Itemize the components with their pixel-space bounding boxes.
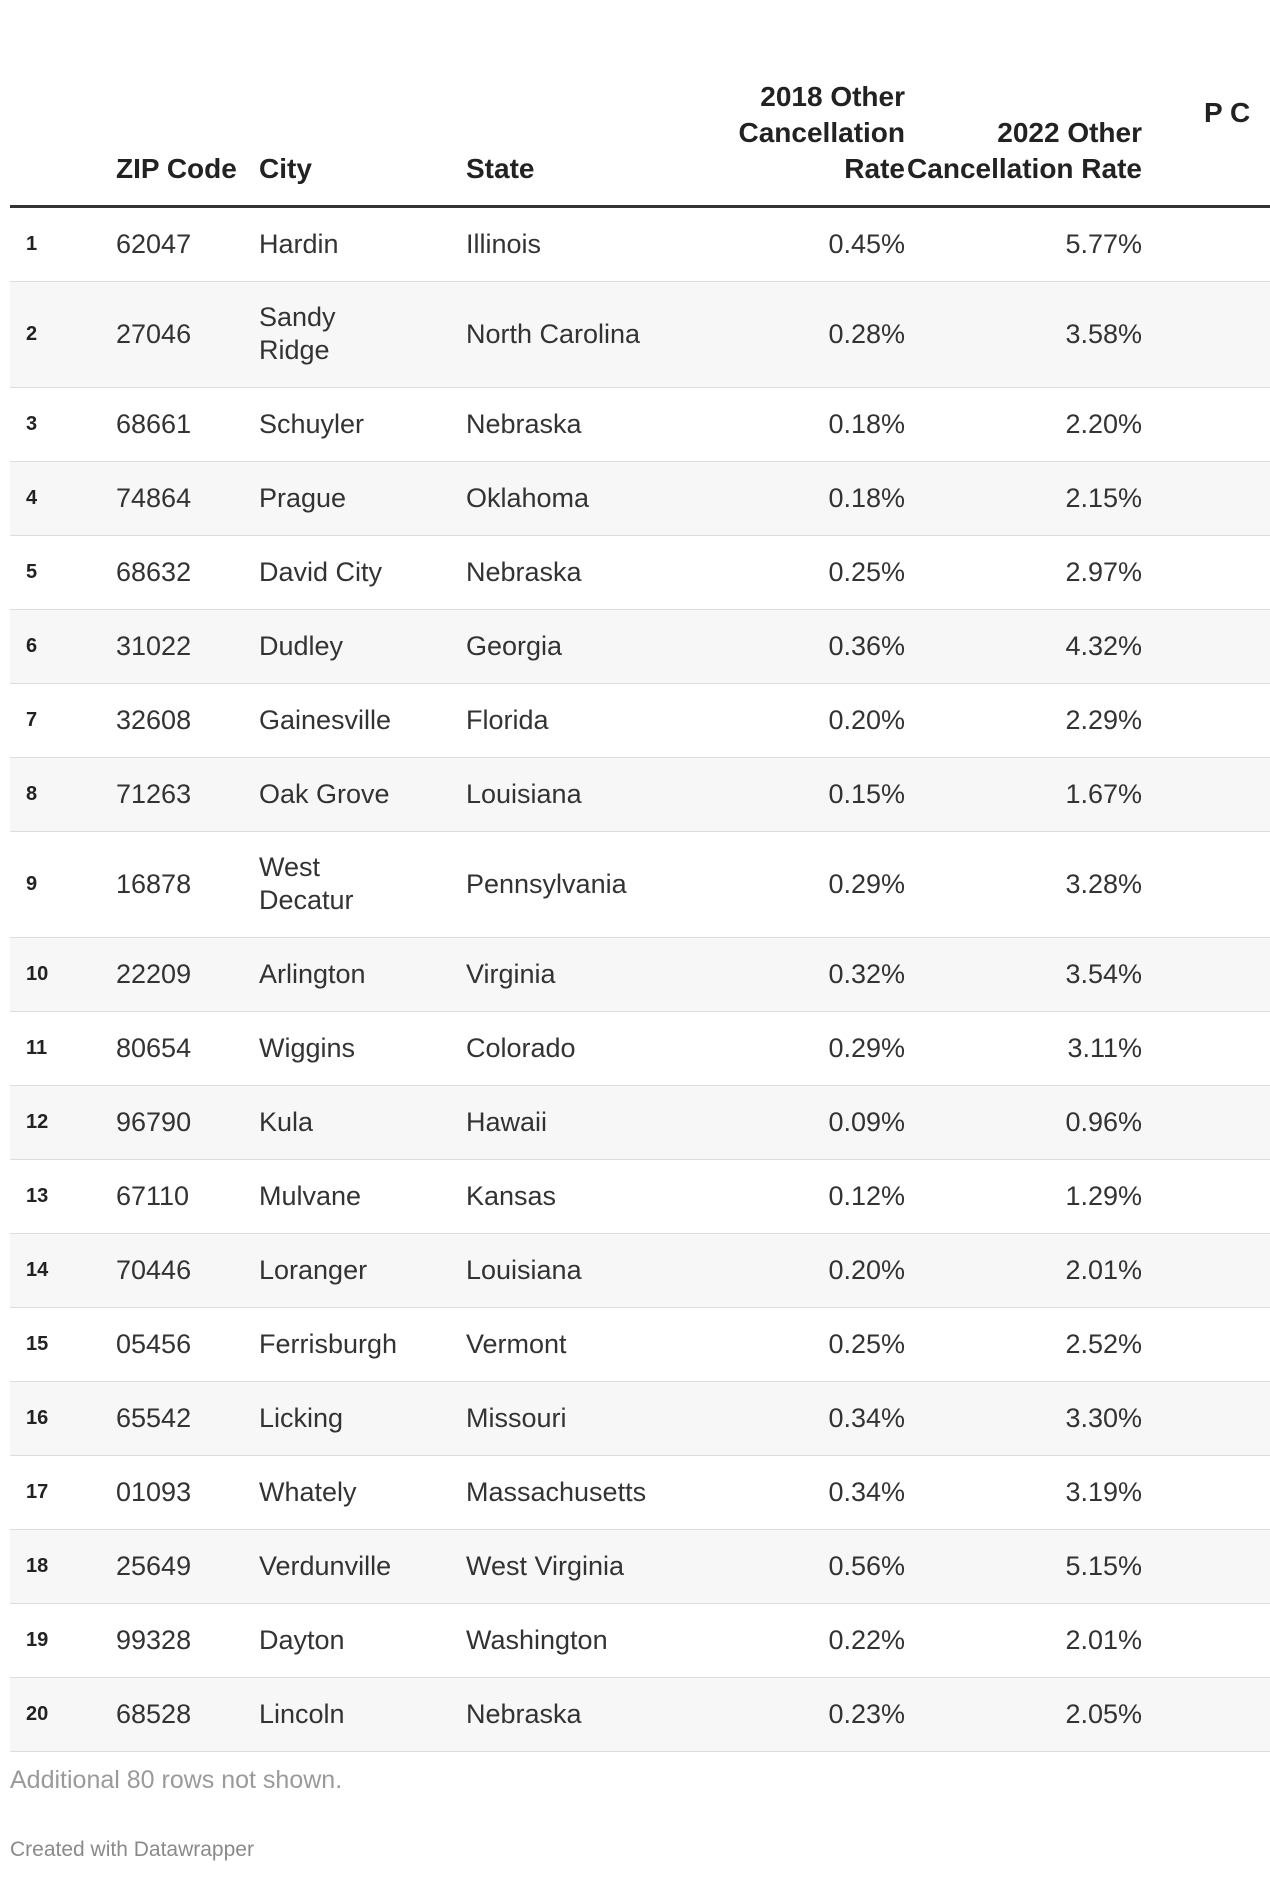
cell-rank: 17 <box>10 1455 116 1529</box>
cell-rank: 1 <box>10 206 116 281</box>
table-row <box>10 1529 1270 1603</box>
cell-rate-2022: 3.11% <box>905 1011 1142 1085</box>
cell-city: Dudley <box>259 609 466 683</box>
cell-cut-off <box>1142 461 1270 535</box>
cell-rank: 7 <box>10 683 116 757</box>
cell-state: Washington <box>466 1603 718 1677</box>
table-row <box>10 1455 1270 1529</box>
cell-zip: 71263 <box>116 757 259 831</box>
cell-state: Florida <box>466 683 718 757</box>
cell-zip: 65542 <box>116 1381 259 1455</box>
cell-rate-2018: 0.56% <box>718 1529 905 1603</box>
cell-rank: 15 <box>10 1307 116 1381</box>
cell-rank: 6 <box>10 609 116 683</box>
cell-city: Lincoln <box>259 1677 466 1751</box>
cell-rate-2022: 2.97% <box>905 535 1142 609</box>
cell-state: Hawaii <box>466 1085 718 1159</box>
cell-city: Gainesville <box>259 683 466 757</box>
cell-zip: 27046 <box>116 281 259 387</box>
table-row <box>10 1381 1270 1455</box>
cell-rate-2022: 3.58% <box>905 281 1142 387</box>
cell-rank: 12 <box>10 1085 116 1159</box>
cell-cut-off <box>1142 1529 1270 1603</box>
cell-state: Massachusetts <box>466 1455 718 1529</box>
cell-rate-2018: 0.18% <box>718 461 905 535</box>
cell-zip: 01093 <box>116 1455 259 1529</box>
table-row <box>10 683 1270 757</box>
table-row <box>10 1603 1270 1677</box>
header-zip[interactable]: ZIP Code <box>116 0 259 206</box>
cell-rank: 3 <box>10 387 116 461</box>
header-rate-2018[interactable]: 2018 Other Cancellation Rate <box>718 0 905 206</box>
cell-zip: 25649 <box>116 1529 259 1603</box>
cell-rate-2022: 2.05% <box>905 1677 1142 1751</box>
cell-state: Georgia <box>466 609 718 683</box>
cell-rate-2022: 1.67% <box>905 757 1142 831</box>
cell-cut-off <box>1142 206 1270 281</box>
table-notes: Additional 80 rows not shown. <box>10 1766 343 1794</box>
cell-city: Verdunville <box>259 1529 466 1603</box>
cell-city: Kula <box>259 1085 466 1159</box>
cell-zip: 32608 <box>116 683 259 757</box>
cell-cut-off <box>1142 535 1270 609</box>
cell-cut-off <box>1142 683 1270 757</box>
cell-rate-2018: 0.34% <box>718 1455 905 1529</box>
header-state[interactable]: State <box>466 0 718 206</box>
cell-state: Missouri <box>466 1381 718 1455</box>
cell-rate-2022: 3.28% <box>905 831 1142 937</box>
cell-rate-2018: 0.23% <box>718 1677 905 1751</box>
cell-rank: 18 <box>10 1529 116 1603</box>
cell-rate-2018: 0.18% <box>718 387 905 461</box>
cell-cut-off <box>1142 1455 1270 1529</box>
cell-city: Prague <box>259 461 466 535</box>
cell-city: Arlington <box>259 937 466 1011</box>
cell-state: Virginia <box>466 937 718 1011</box>
byline[interactable]: Created with Datawrapper <box>10 1838 254 1861</box>
cell-cut-off <box>1142 387 1270 461</box>
cell-cut-off <box>1142 1307 1270 1381</box>
cell-rank: 8 <box>10 757 116 831</box>
table-row <box>10 387 1270 461</box>
cell-zip: 67110 <box>116 1159 259 1233</box>
header-rank <box>10 0 116 206</box>
cell-state: Louisiana <box>466 757 718 831</box>
cell-city: Hardin <box>259 206 466 281</box>
header-cut-off[interactable] <box>1142 0 1270 206</box>
cell-rate-2018: 0.45% <box>718 206 905 281</box>
cell-rate-2018: 0.15% <box>718 757 905 831</box>
cell-cut-off <box>1142 1011 1270 1085</box>
cell-rank: 10 <box>10 937 116 1011</box>
cell-rate-2022: 2.20% <box>905 387 1142 461</box>
cell-zip: 68632 <box>116 535 259 609</box>
cell-rate-2018: 0.22% <box>718 1603 905 1677</box>
table-row <box>10 1085 1270 1159</box>
cell-cut-off <box>1142 1381 1270 1455</box>
cell-state: Colorado <box>466 1011 718 1085</box>
cell-zip: 80654 <box>116 1011 259 1085</box>
cell-rate-2022: 2.29% <box>905 683 1142 757</box>
table-header <box>10 0 1270 206</box>
cell-rate-2018: 0.25% <box>718 535 905 609</box>
cell-rate-2018: 0.12% <box>718 1159 905 1233</box>
header-rate-2022[interactable]: 2022 Other Cancellation Rate <box>905 0 1142 206</box>
cell-rate-2022: 2.01% <box>905 1603 1142 1677</box>
cell-zip: 22209 <box>116 937 259 1011</box>
cell-rate-2018: 0.34% <box>718 1381 905 1455</box>
cell-state: Vermont <box>466 1307 718 1381</box>
cell-rate-2018: 0.20% <box>718 683 905 757</box>
cell-city: Dayton <box>259 1603 466 1677</box>
cell-state: Nebraska <box>466 535 718 609</box>
cell-rate-2018: 0.25% <box>718 1307 905 1381</box>
cell-rank: 20 <box>10 1677 116 1751</box>
cell-rate-2022: 2.15% <box>905 461 1142 535</box>
table-row <box>10 1011 1270 1085</box>
table-row <box>10 461 1270 535</box>
cell-zip: 70446 <box>116 1233 259 1307</box>
cell-rate-2022: 2.52% <box>905 1307 1142 1381</box>
cell-city: Ferrisburgh <box>259 1307 466 1381</box>
cell-rank: 2 <box>10 281 116 387</box>
cell-rate-2022: 3.30% <box>905 1381 1142 1455</box>
cell-cut-off <box>1142 1159 1270 1233</box>
cell-rate-2018: 0.36% <box>718 609 905 683</box>
table-row <box>10 831 1270 937</box>
cell-rate-2022: 5.15% <box>905 1529 1142 1603</box>
cell-zip: 16878 <box>116 831 259 937</box>
cell-city: Loranger <box>259 1233 466 1307</box>
cell-rank: 14 <box>10 1233 116 1307</box>
cell-rate-2022: 0.96% <box>905 1085 1142 1159</box>
table-row <box>10 206 1270 281</box>
cell-state: West Virginia <box>466 1529 718 1603</box>
cell-zip: 74864 <box>116 461 259 535</box>
cell-state: Illinois <box>466 206 718 281</box>
cell-state: Oklahoma <box>466 461 718 535</box>
header-row <box>10 0 1270 206</box>
cell-zip: 68528 <box>116 1677 259 1751</box>
cell-cut-off <box>1142 1677 1270 1751</box>
cell-zip: 96790 <box>116 1085 259 1159</box>
table-row <box>10 1307 1270 1381</box>
cell-rate-2022: 1.29% <box>905 1159 1142 1233</box>
cell-rank: 5 <box>10 535 116 609</box>
table-row <box>10 535 1270 609</box>
cell-rate-2022: 2.01% <box>905 1233 1142 1307</box>
cell-city: Oak Grove <box>259 757 466 831</box>
table-row <box>10 937 1270 1011</box>
cell-city: Whately <box>259 1455 466 1529</box>
cell-city: Sandy Ridge <box>259 281 466 387</box>
cell-rank: 9 <box>10 831 116 937</box>
table-row <box>10 281 1270 387</box>
cell-cut-off <box>1142 281 1270 387</box>
cell-rank: 19 <box>10 1603 116 1677</box>
cell-zip: 31022 <box>116 609 259 683</box>
table-row <box>10 609 1270 683</box>
cell-city: David City <box>259 535 466 609</box>
cell-rank: 13 <box>10 1159 116 1233</box>
cell-state: Kansas <box>466 1159 718 1233</box>
cell-cut-off <box>1142 609 1270 683</box>
cell-rate-2018: 0.28% <box>718 281 905 387</box>
data-table <box>10 0 1270 1752</box>
cell-city: Wiggins <box>259 1011 466 1085</box>
cell-city: West Decatur <box>259 831 466 937</box>
cell-cut-off <box>1142 1603 1270 1677</box>
cell-cut-off <box>1142 937 1270 1011</box>
cell-rate-2022: 4.32% <box>905 609 1142 683</box>
cell-city: Schuyler <box>259 387 466 461</box>
cell-rate-2022: 3.54% <box>905 937 1142 1011</box>
table-row <box>10 757 1270 831</box>
cell-state: Nebraska <box>466 1677 718 1751</box>
cell-city: Mulvane <box>259 1159 466 1233</box>
data-table-container <box>10 0 1251 1760</box>
cell-state: Pennsylvania <box>466 831 718 937</box>
cell-rate-2022: 5.77% <box>905 206 1142 281</box>
cell-rate-2022: 3.19% <box>905 1455 1142 1529</box>
cell-cut-off <box>1142 757 1270 831</box>
cell-cut-off <box>1142 1085 1270 1159</box>
cell-rank: 4 <box>10 461 116 535</box>
cell-rank: 16 <box>10 1381 116 1455</box>
table-row <box>10 1677 1270 1751</box>
cell-zip: 05456 <box>116 1307 259 1381</box>
cell-rate-2018: 0.20% <box>718 1233 905 1307</box>
cell-city: Licking <box>259 1381 466 1455</box>
cell-cut-off <box>1142 1233 1270 1307</box>
cell-rate-2018: 0.32% <box>718 937 905 1011</box>
cell-cut-off <box>1142 831 1270 937</box>
table-row <box>10 1233 1270 1307</box>
table-body <box>10 206 1270 1751</box>
header-cut-off-text: P C <box>1204 96 1251 128</box>
cell-rank: 11 <box>10 1011 116 1085</box>
cell-rate-2018: 0.29% <box>718 1011 905 1085</box>
cell-zip: 68661 <box>116 387 259 461</box>
cell-zip: 99328 <box>116 1603 259 1677</box>
cell-state: North Carolina <box>466 281 718 387</box>
cell-rate-2018: 0.29% <box>718 831 905 937</box>
cell-zip: 62047 <box>116 206 259 281</box>
cell-state: Nebraska <box>466 387 718 461</box>
cell-state: Louisiana <box>466 1233 718 1307</box>
header-city[interactable]: City <box>259 0 466 206</box>
cell-rate-2018: 0.09% <box>718 1085 905 1159</box>
table-row <box>10 1159 1270 1233</box>
